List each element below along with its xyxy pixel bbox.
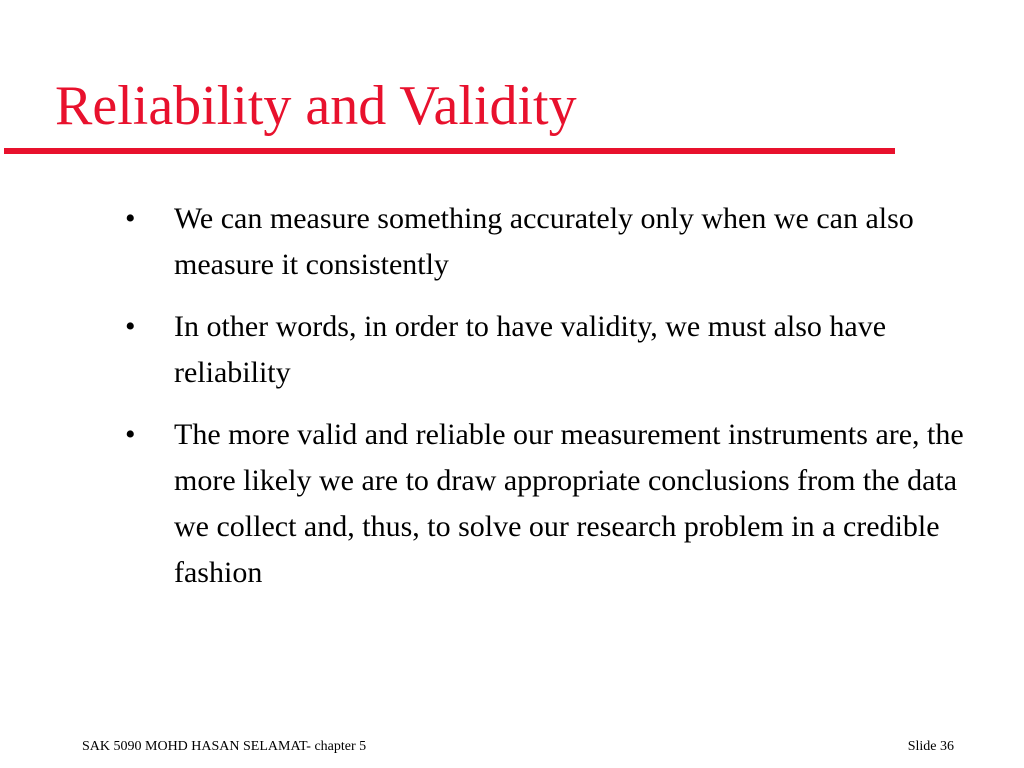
bullet-item [120, 304, 990, 396]
bullet-icon: • [125, 310, 136, 343]
slide-title: Reliability and Validity [55, 75, 577, 137]
title-underline [4, 148, 895, 154]
bullet-text: The more valid and reliable our measurement instruments are, the more likely we are to draw appropriate conclusions from the data we collect and, thus, to solve our research problem in a credible fashion [174, 418, 964, 589]
bullet-item [120, 196, 990, 288]
bullet-text: We can measure something accurately only when we can also measure it consistently [174, 202, 914, 281]
footer-slide-number: Slide 36 [907, 739, 954, 754]
bullet-icon: • [125, 418, 136, 451]
bullet-item [120, 412, 990, 596]
bullet-list [120, 196, 990, 612]
bullet-text: In other words, in order to have validity, we must also have reliability [174, 310, 887, 389]
footer-course-label: SAK 5090 MOHD HASAN SELAMAT- chapter 5 [82, 739, 367, 754]
bullet-icon: • [125, 202, 136, 235]
